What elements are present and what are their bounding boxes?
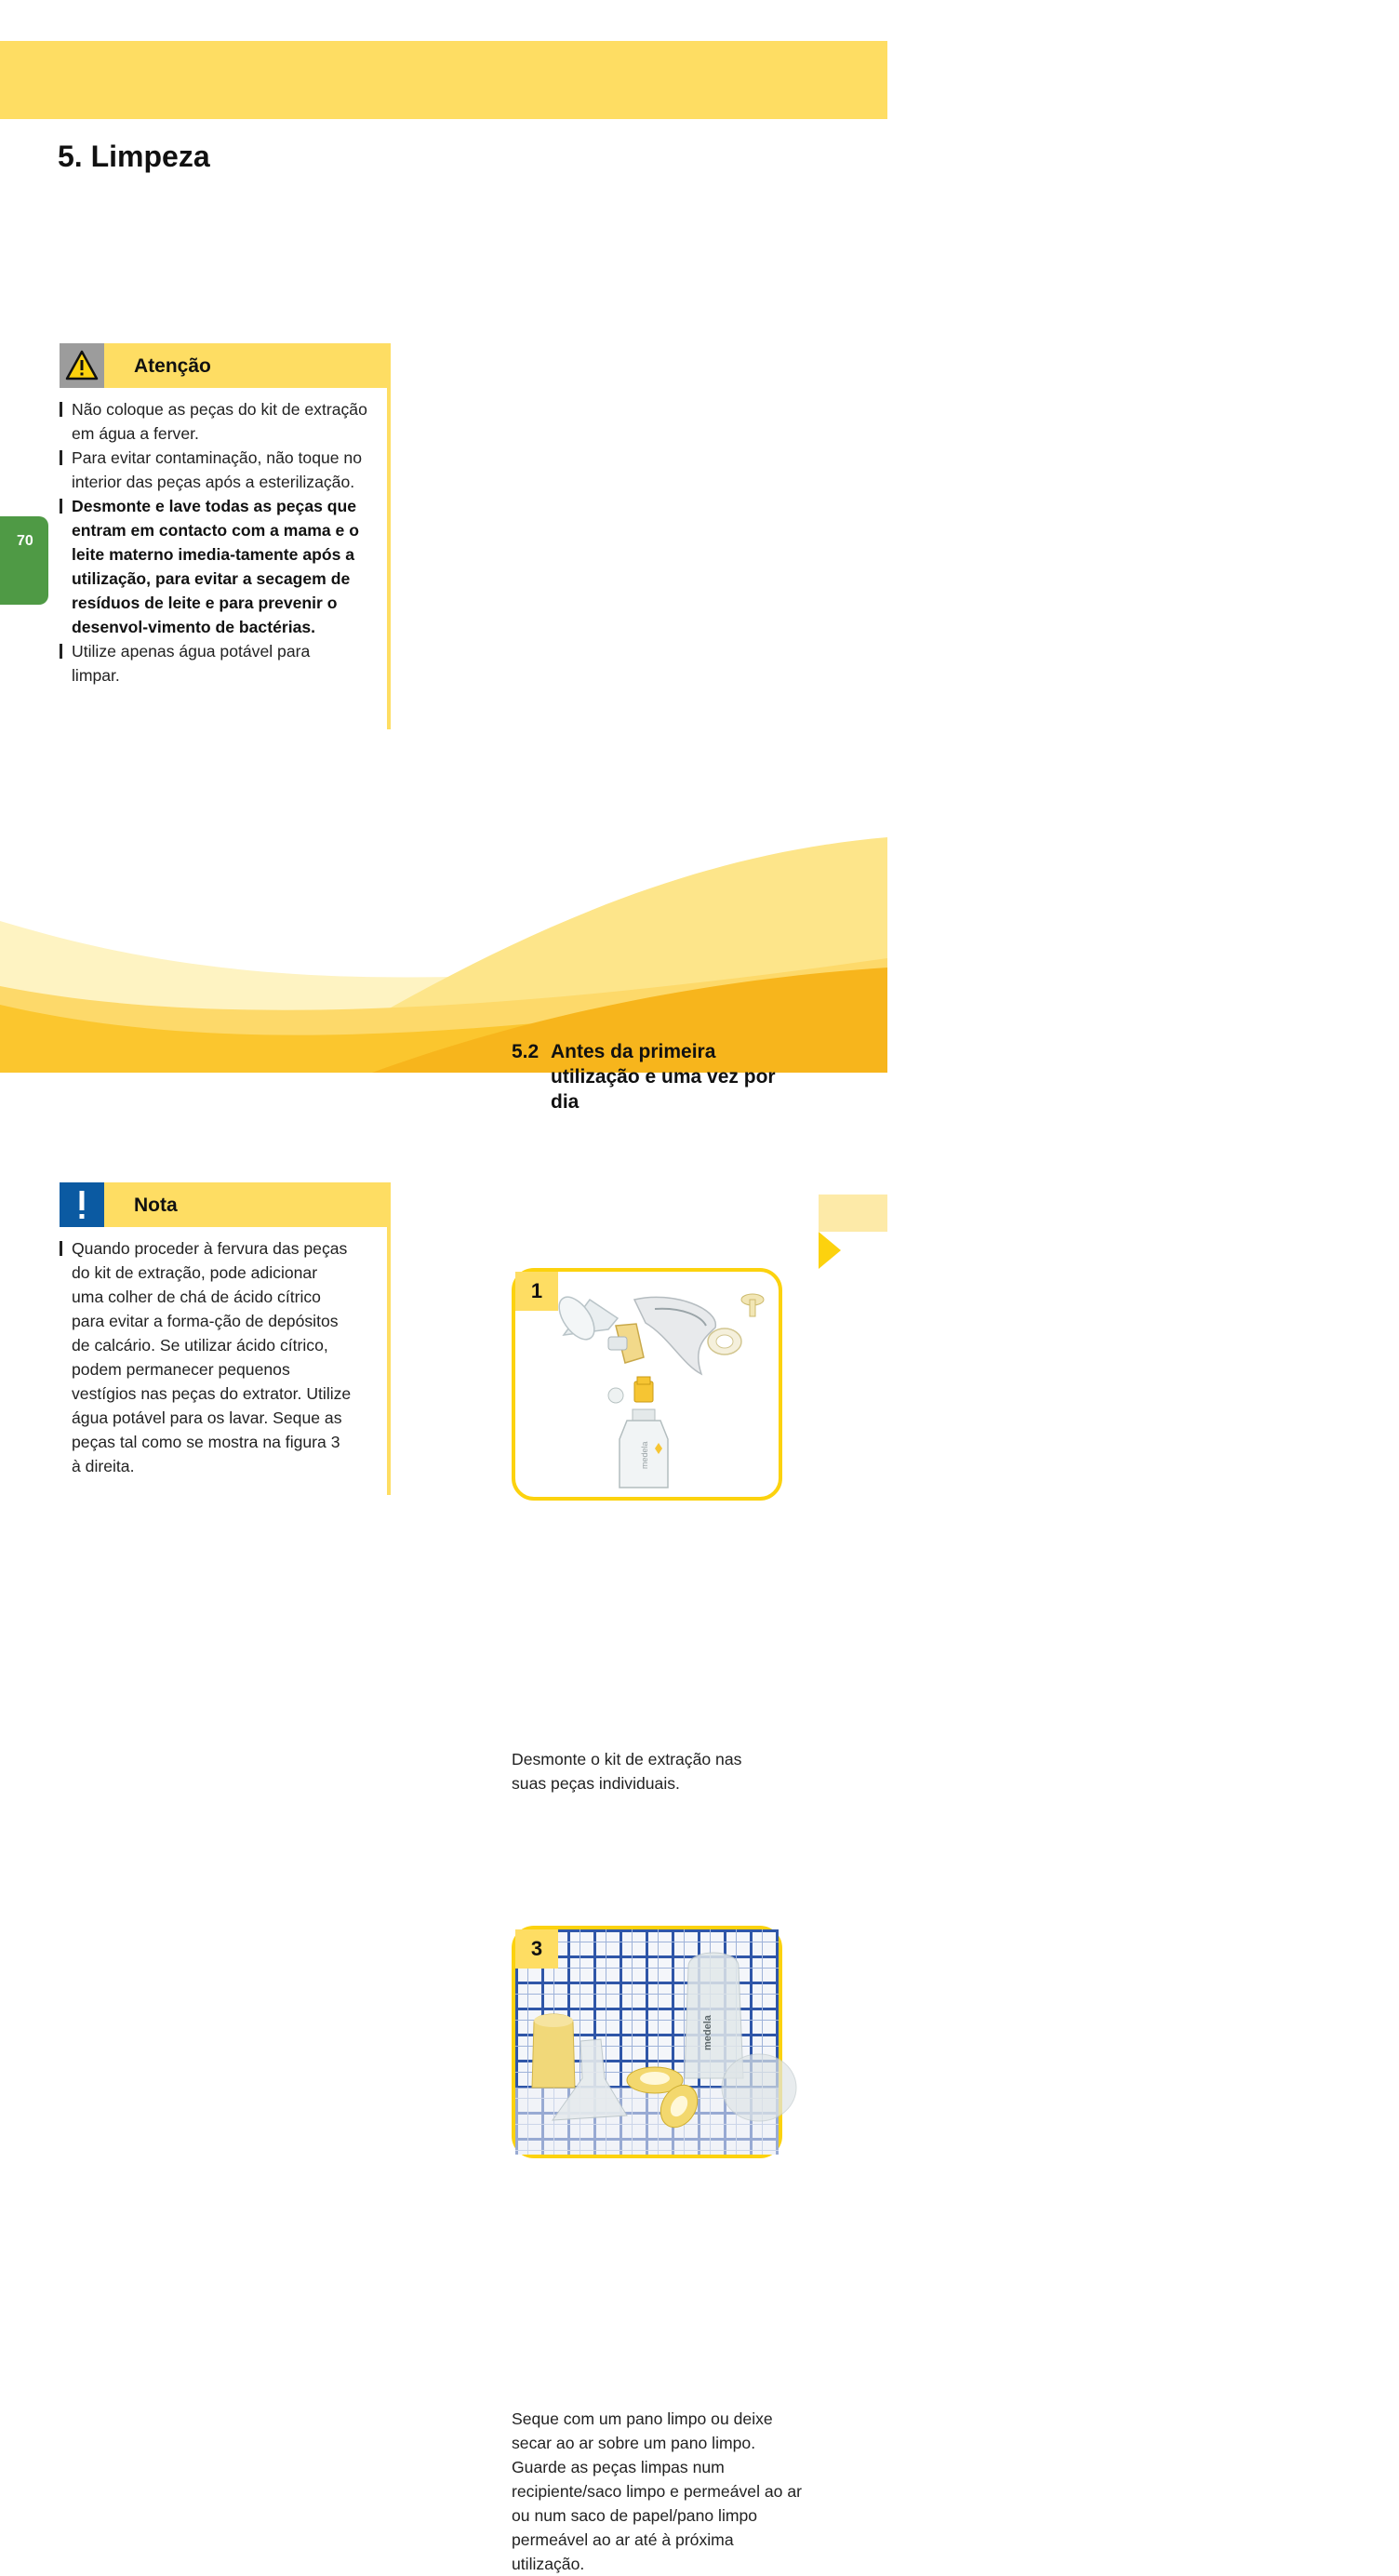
figure-3-caption: Seque com um pano limpo ou deixe secar ao ar sobre um pano limpo. Guarde as peças limpas num recipiente/saco limpo e permeável ao ar ou num saco de papel/pano limpo permeável ao ar até à próxima utilização. xyxy=(512,2409,802,2573)
page-number: 70 xyxy=(17,533,33,549)
figure-number: 1 xyxy=(515,1272,558,1311)
decorative-waves xyxy=(0,819,887,1073)
bottle-brand-label: medela xyxy=(702,2015,713,2050)
warning-triangle-icon xyxy=(60,343,104,388)
next-arrow-icon xyxy=(819,1232,841,1269)
section-heading: Antes da primeira utilização e uma vez por dia xyxy=(551,1041,776,1113)
note-title: Nota xyxy=(134,1195,178,1216)
note-box xyxy=(60,1182,391,1495)
list-item: Para evitar contaminação, não toque no interior das peças após a esterilização. xyxy=(60,446,385,494)
warning-title: Atenção xyxy=(134,355,211,377)
note-text: Quando proceder à fervura das peças do kit de extração, pode adicionar uma colher de chá de ácido cítrico para evitar a forma-ção de depósitos de calcário. Se utilizar ácido cítrico, podem permanecer pequenos vestígios nas peças do extrator. Utilize água potável para os lavar. Seque as peças tal como se mostra na figura 3 à direita. xyxy=(60,1236,385,1478)
note-header xyxy=(60,1182,391,1227)
bottle-brand-label: medela xyxy=(640,1441,649,1469)
warning-box xyxy=(60,343,391,729)
warning-rule xyxy=(387,388,391,729)
list-item: Não coloque as peças do kit de extração em água a ferver. xyxy=(60,397,385,446)
header-band xyxy=(0,41,887,119)
exclamation-icon xyxy=(60,1182,104,1227)
figure-number: 3 xyxy=(515,1929,558,1969)
list-item: Utilize apenas água potável para limpar. xyxy=(60,639,385,687)
warning-header xyxy=(60,343,391,388)
note-rule xyxy=(387,1227,391,1495)
page-title: 5. Limpeza xyxy=(58,140,210,173)
figure-1 xyxy=(512,1268,782,1501)
section-title xyxy=(512,1039,1399,1114)
section-number: 5.2 xyxy=(512,1041,540,1062)
warning-list xyxy=(60,397,385,687)
page-number-tab xyxy=(0,516,48,605)
figure-1-caption: Desmonte o kit de extração nas suas peças individuais. xyxy=(512,1750,742,1793)
next-band xyxy=(819,1195,887,1232)
note-list xyxy=(60,1236,385,1478)
figure-3 xyxy=(512,1926,782,2158)
list-item: Desmonte e lave todas as peças que entram em contacto com a mama e o leite materno imedia-tamente após a utilização, para evitar a secagem de resíduos de leite e para prevenir o desenvol-vimento de bactérias. xyxy=(60,494,385,639)
